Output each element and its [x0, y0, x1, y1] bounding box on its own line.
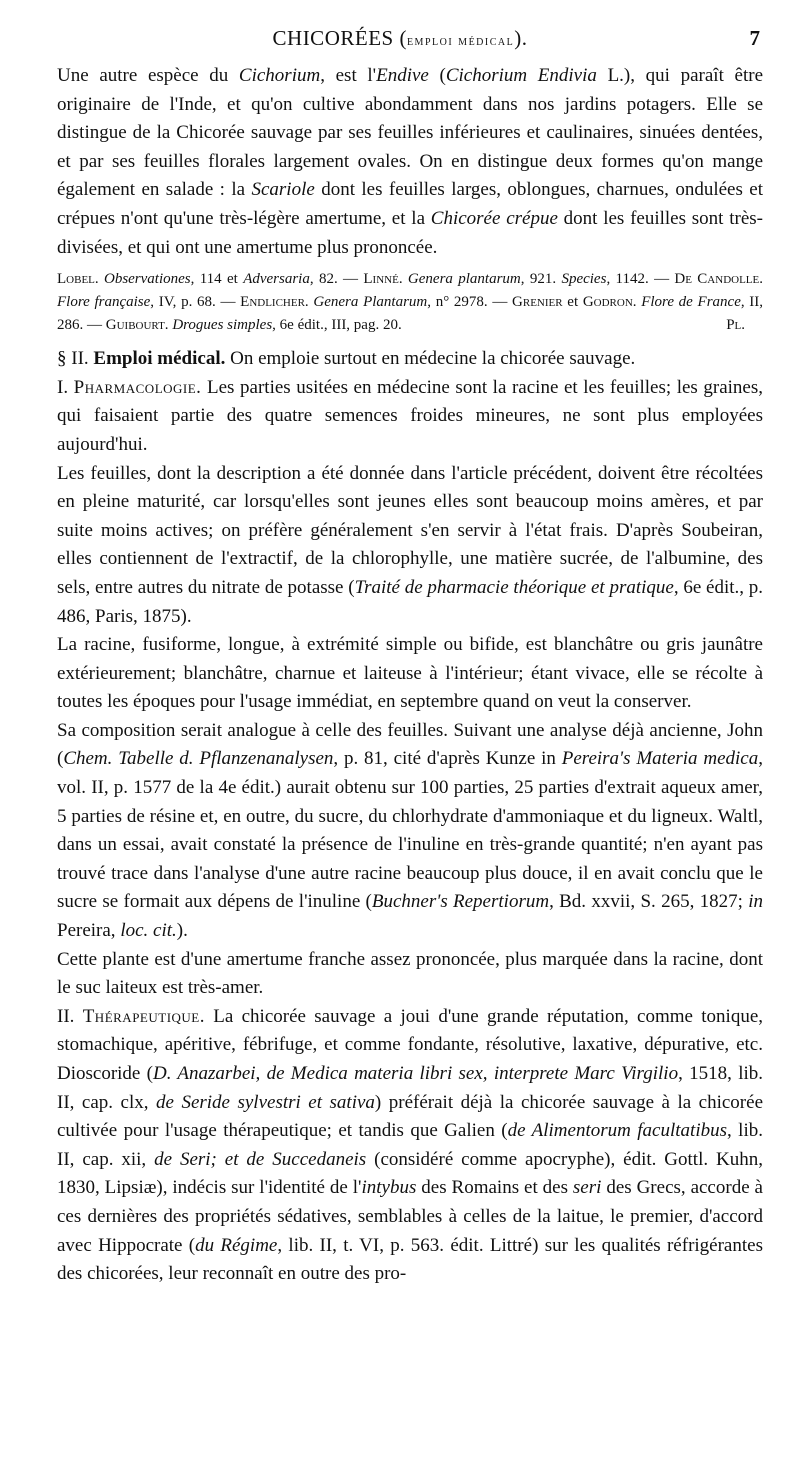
running-header — [0, 26, 800, 58]
paragraph-endive: Une autre espèce du Cichorium, est l'Endive (Cichorium Endivia L.), qui paraît être originaire de l'Inde, et qu'on cultive abondamment dans nos jardins potagers. Elle se distingue de la Chicorée sauvage par ses feuilles inférieures et caulinaires, sinuées dentées, et par ses feuilles florales largement ovales. On en distingue deux formes qu'on mange également en salade : la Scariole dont les feuilles larges, oblongues, charnues, ondulées et crépues n'ont qu'une très-légère amertume, et la Chicorée crépue dont les feuilles sont très-divisées, et qui ont une amertume plus prononcée. — [57, 65, 763, 258]
paragraph-feuilles: Les feuilles, dont la description a été donnée dans l'article précédent, doivent être récoltées en pleine maturité, car lorsqu'elles sont jeunes elles sont beaucoup moins amères, et par suite moins actives; on préfère généralement s'en servir à l'état frais. D'après Soubeiran, elles contiennent de l'extractif, de la chlorophylle, une matière sucrée, de l'albumine, des sels, entre autres du nitrate de potasse (Traité de pharmacie théorique et pratique, 6e édit., p. 486, Paris, 1875). — [57, 462, 764, 627]
paragraph-pharmacologie: I. Pharmacologie. Les parties usitées en médecine sont la racine et les feuilles; les graines, qui faisaient partie des quatre semences froides mineures, ne sont plus employées aujourd'hui. — [57, 376, 764, 455]
bibliography-references: Lobel. Observationes, 114 et Adversaria, 82. — Linné. Genera plantarum, 921. Species, 1142. — De Candolle. Flore française, IV, p. 68. — Endlicher. Genera Plantarum, n° 2978. — Grenier et Godron. Flore de France, II, 286. — Guibourt. Drogues simples, 6e édit., III, pag. 20. Pl. — [57, 268, 763, 337]
running-title — [0, 26, 800, 51]
title-end: ). — [514, 26, 528, 50]
author-initials: Pl. — [726, 317, 745, 334]
title-text: CHICORÉES ( — [272, 26, 407, 50]
paragraph-amertume: Cette plante est d'une amertume franche assez prononcée, plus marquée dans la racine, dont le suc laiteux est très-amer. — [57, 948, 763, 999]
page-body — [57, 62, 763, 1289]
section-heading-emploi-medical: § II. Emploi médical. On emploie surtout en médecine la chicorée sauvage. — [57, 348, 636, 370]
paragraph-therapeutique: II. Thérapeutique. La chicorée sauvage a joui d'une grande réputation, comme tonique, stomachique, apéritive, fébrifuge, et comme fondante, résolutive, laxative, dépurative, etc. Dioscoride (D. Anazarbei, de Medica materia libri sex, interprete Marc Virgilio, 1518, lib. II, cap. clx, de Seride sylvestri et sativa) préférait déjà la chicorée sauvage à la chicorée cultivée pour l'usage thérapeutique; et tandis que Galien (de Alimentorum facultatibus, lib. II, cap. xii, de Seri; et de Succedaneis (considéré comme apocryphe), édit. Gottl. Kuhn, 1830, Lipsiæ), indécis sur l'identité de l'intybus des Romains et des seri des Grecs, accorde à ces dernières des propriétés sédatives, semblables à celles de la laitue, le premier, d'accord avec Hippocrate (du Régime, lib. II, t. VI, p. 563. édit. Littré) sur les qualités réfrigérantes des chicorées, leur reconnaît en outre des pro- — [57, 1005, 764, 1285]
page-number: 7 — [749, 26, 760, 50]
title-smallcaps: emploi médical — [406, 34, 515, 49]
paragraph-composition: Sa composition serait analogue à celle des feuilles. Suivant une analyse déjà ancienne, John (Chem. Tabelle d. Pflanzenanalysen, p. 81, cité d'après Kunze in Pereira's Materia medica, vol. II, p. 1577 de la 4e édit.) aurait obtenu sur 100 parties, 25 parties d'extrait aqueux amer, 5 parties de résine et, en outre, du sucre, du chlorhydrate d'ammoniaque et du ligneux. Waltl, dans un essai, avait constaté la présence de l'inuline en très-grande quantité; n'en ayant pas trouvé trace dans l'analyse d'une autre racine beaucoup plus douce, il en avait conclu que le sucre se formait aux dépens de l'inuline (Buchner's Repertiorum, Bd. xxvii, S. 265, 1827; in Pereira, loc. cit.). — [57, 719, 763, 942]
paragraph-racine: La racine, fusiforme, longue, à extrémité simple ou bifide, est blanchâtre ou gris jaunâtre extérieurement; blanchâtre, charnue et laiteuse à l'intérieur; étant vivace, elle se récolte à toutes les époques pour l'usage immédiat, en septembre quand on veut la conserver. — [57, 634, 763, 713]
